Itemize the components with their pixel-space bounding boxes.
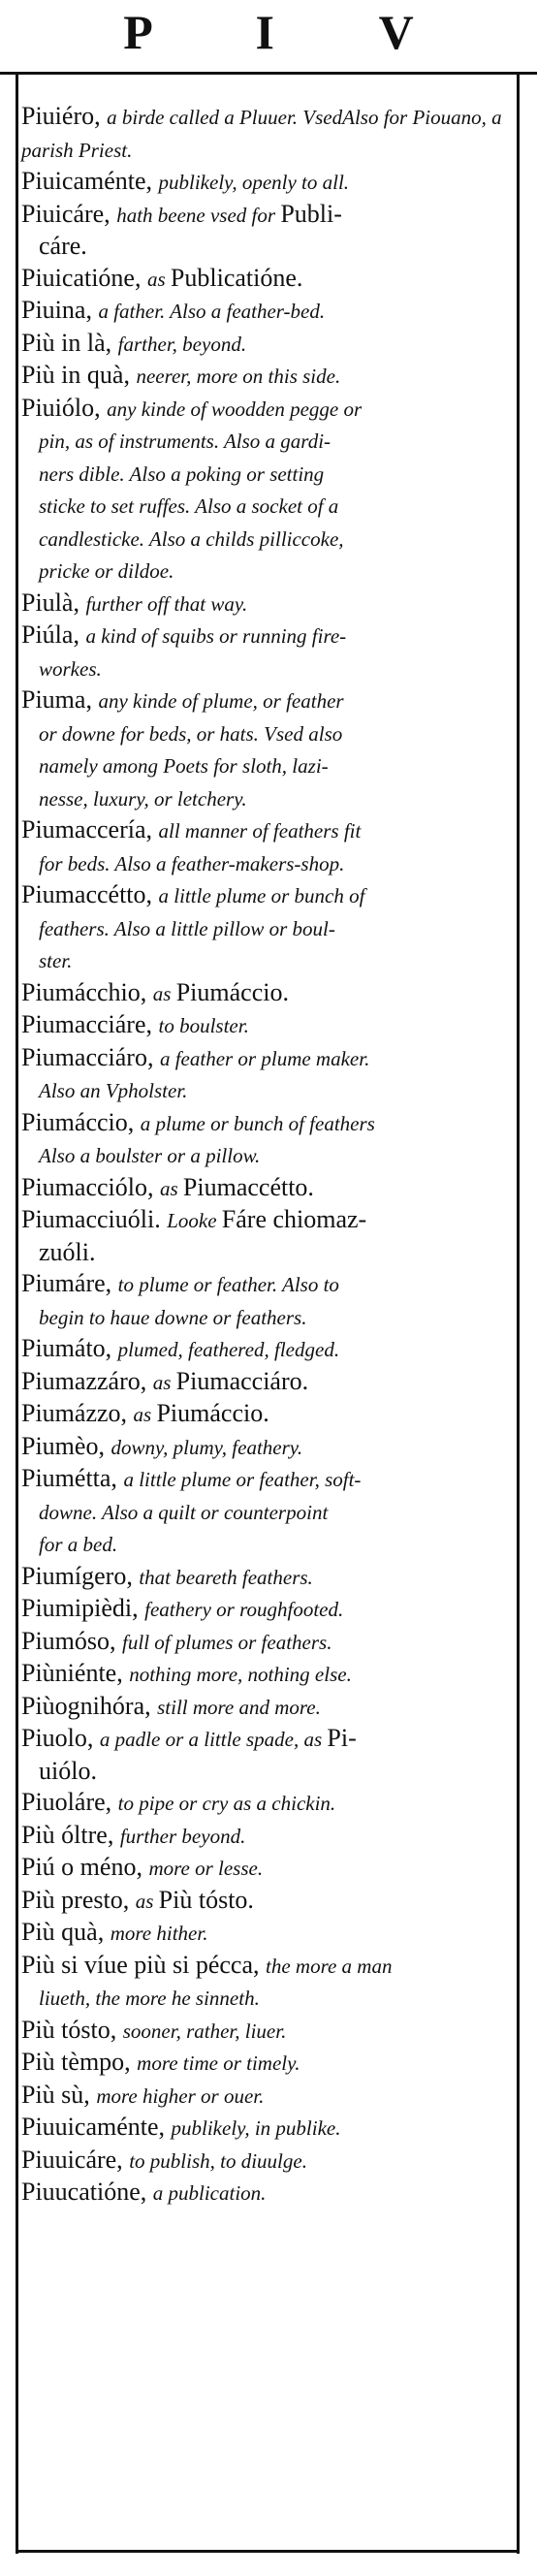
cross-reference: Piumáccio. (175, 977, 289, 1006)
dictionary-entry (21, 2145, 512, 2178)
entry-headword: Piùniénte, (21, 1659, 123, 1687)
entry-definition: ners dible. Also a poking or setting (39, 461, 325, 486)
entry-definition: more hither. (110, 1922, 208, 1945)
entry-definition: to boulster. (158, 1014, 249, 1037)
entry-definition: a little plume or bunch of (158, 884, 365, 907)
entry-line (21, 1627, 332, 1655)
dictionary-entry (21, 1042, 512, 1107)
dictionary-entry (21, 199, 512, 263)
entry-headword: Più si víue più si pécca, (21, 1950, 260, 1979)
entry-line (21, 1821, 245, 1849)
entry-line (21, 1918, 207, 1946)
entry-headword: Piuuicaménte, (21, 2113, 166, 2141)
entry-headword: Piumacciáro, (21, 1042, 154, 1071)
entry-headword: Più tósto, (21, 2015, 117, 2044)
entry-line (21, 167, 349, 195)
entry-headword: Piuuicáre, (21, 2145, 123, 2174)
entry-line (21, 1432, 302, 1460)
entry-line (21, 1724, 357, 1752)
dictionary-entry (21, 1658, 512, 1691)
entry-headword: Piumáto, (21, 1334, 112, 1362)
entry-headword: Piumacciólo, (21, 1172, 154, 1201)
dictionary-entry (21, 1626, 512, 1659)
entry-definition: downe. Also a quilt or counterpoint (39, 1500, 329, 1524)
entry-definition: as (159, 1176, 183, 1200)
dictionary-entry (21, 1852, 512, 1885)
dictionary-entry (21, 977, 512, 1010)
entry-definition: as (152, 981, 176, 1005)
entry-headword: Piumèo, (21, 1431, 105, 1460)
entry-line (21, 1659, 352, 1687)
entry-continuation-line (21, 1301, 512, 1334)
entry-definition: further beyond. (119, 1824, 246, 1848)
dictionary-entry (21, 2015, 512, 2048)
entry-definition: that beareth feathers. (139, 1565, 313, 1589)
entry-headword: Più quà, (21, 1918, 105, 1946)
dictionary-entry (21, 1593, 512, 1626)
entry-definition: full of plumes or feathers. (122, 1630, 332, 1654)
entry-continuation-line (21, 425, 512, 458)
entry-definition: Also a boulster or a pillow. (39, 1144, 261, 1167)
entry-line (21, 361, 340, 389)
entry-headword: Piúla, (21, 620, 79, 649)
entry-headword: Piú o méno, (21, 1853, 142, 1881)
entry-continuation-line (21, 523, 512, 556)
entry-line (21, 2016, 286, 2044)
entry-line (21, 685, 344, 714)
entry-headword: Più in quà, (21, 361, 130, 389)
dictionary-entry (21, 263, 512, 296)
entry-definition: to plume or feather. Also to (117, 1273, 339, 1296)
entry-line (21, 1951, 392, 1979)
entry-headword: Piuolo, (21, 1724, 94, 1752)
entry-headword: Piuucatióne, (21, 2178, 147, 2206)
dictionary-entry (21, 101, 512, 166)
entry-continuation-line (21, 1074, 512, 1107)
cross-reference: zuóli. (39, 1237, 96, 1266)
entry-line (21, 2146, 307, 2174)
cross-reference: Publicatióne. (170, 263, 303, 292)
dictionary-entry (21, 1009, 512, 1042)
entry-line (21, 2178, 266, 2206)
entry-headword: Piumaccétto, (21, 880, 153, 908)
entry-headword: Piumacciuóli. (21, 1205, 161, 1233)
entry-line (21, 620, 346, 649)
top-rule (0, 72, 537, 75)
entry-definition: more higher or ouer. (96, 2083, 265, 2108)
entry-definition: as (152, 1370, 176, 1394)
entry-definition: as (135, 1889, 159, 1913)
entry-line (21, 1464, 361, 1492)
entry-definition: any kinde of woodden pegge or (107, 397, 363, 421)
dictionary-entry (21, 360, 512, 393)
entry-continuation-line (21, 782, 512, 815)
entry-line (21, 1043, 369, 1071)
dictionary-entry (21, 620, 512, 684)
entry-continuation-line (21, 1982, 512, 2015)
entry-continuation-line (21, 1237, 512, 1269)
entry-continuation-line (21, 717, 512, 750)
entry-headword: Più presto, (21, 1885, 130, 1914)
dictionary-entry (21, 2177, 512, 2210)
entry-line (21, 1562, 313, 1590)
entry-line (21, 1367, 308, 1395)
entry-line (21, 1853, 263, 1881)
entry-line (21, 1010, 249, 1038)
entry-definition: feathers. Also a little pillow or boul- (39, 916, 335, 940)
entry-line (21, 1205, 366, 1233)
entry-definition: more or lesse. (148, 1857, 264, 1880)
dictionary-entries (21, 101, 512, 2210)
dictionary-entry (21, 1366, 512, 1399)
dictionary-entry (21, 1172, 512, 1205)
entry-line (21, 296, 325, 324)
entry-headword: Piumáccio, (21, 1107, 135, 1136)
entry-headword: Piumipièdi, (21, 1594, 139, 1622)
entry-continuation-line (21, 749, 512, 782)
entry-definition: to pipe or cry as a chickin. (117, 1792, 336, 1815)
entry-definition: farther, beyond. (117, 332, 247, 356)
entry-definition: liueth, the more he sinneth. (39, 1987, 260, 2010)
dictionary-entry (21, 1691, 512, 1724)
entry-headword: Piuicaménte, (21, 167, 153, 195)
entry-continuation-line (21, 1139, 512, 1172)
entry-line (21, 1108, 375, 1136)
left-column-rule (16, 72, 18, 2554)
dictionary-entry (21, 295, 512, 328)
entry-continuation-line (21, 1496, 512, 1529)
entry-line (21, 815, 361, 843)
entry-definition: a father. Also a feather-bed. (98, 300, 326, 323)
entry-definition: a plume or bunch of feathers (140, 1111, 375, 1135)
entry-line (21, 2048, 300, 2076)
entry-line (21, 1886, 254, 1914)
cross-reference: Più tósto. (158, 1885, 254, 1914)
entry-headword: Piumétta, (21, 1464, 117, 1492)
dictionary-entry (21, 814, 512, 879)
entry-definition: to publish, to diuulge. (129, 2148, 307, 2173)
entry-continuation-line (21, 490, 512, 523)
entry-definition: a publication. (152, 2181, 267, 2205)
entry-definition: Looke (167, 1209, 222, 1232)
entry-definition: the more a man (266, 1954, 393, 1978)
dictionary-entry (21, 2047, 512, 2080)
entry-definition: candlesticke. Also a childs pilliccoke, (39, 526, 344, 551)
page-header (0, 0, 537, 80)
entry-definition: a birde called a Pluuer. Vsed (107, 106, 343, 129)
entry-headword: Piuicatióne, (21, 263, 142, 292)
page-title: P I V (123, 5, 460, 59)
entry-continuation-line (21, 555, 512, 588)
entry-headword: Più sù, (21, 2080, 90, 2109)
cross-reference: Publi- (280, 199, 342, 228)
dictionary-entry (21, 879, 512, 977)
entry-line (21, 1692, 321, 1720)
entry-definition: any kinde of plume, or feather (98, 689, 344, 713)
entry-headword: Piumáre, (21, 1269, 112, 1297)
dictionary-entry (21, 1950, 512, 2015)
entry-headword: Piumígero, (21, 1561, 133, 1590)
entry-line (21, 978, 289, 1006)
entry-definition: a padle or a little spade, as (99, 1728, 328, 1751)
dictionary-entry (21, 393, 512, 588)
entry-definition: begin to haue downe or feathers. (39, 1305, 307, 1329)
entry-headword: Piuoláre, (21, 1788, 112, 1816)
entry-headword: Piumóso, (21, 1626, 116, 1655)
dictionary-entry (21, 1723, 512, 1787)
dictionary-entry (21, 328, 512, 361)
dictionary-entry (21, 1917, 512, 1950)
entry-continuation-line (21, 912, 512, 945)
entry-definition: Also an Vpholster. (39, 1079, 188, 1102)
entry-line (21, 1594, 343, 1622)
entry-definition: sooner, rather, liuer. (122, 2019, 287, 2043)
entry-line (21, 394, 362, 422)
dictionary-entry (21, 1431, 512, 1464)
entry-definition: neerer, more on this side. (136, 365, 341, 388)
entry-line (21, 264, 302, 292)
entry-definition: feathery or roughfooted. (144, 1598, 344, 1621)
entry-continuation-line (21, 1528, 512, 1561)
entry-definition: as (133, 1403, 157, 1426)
dictionary-entry (21, 1787, 512, 1820)
cross-reference: Piumáccio. (156, 1399, 269, 1427)
entry-line (21, 329, 246, 357)
entry-definition: still more and more. (157, 1695, 321, 1719)
entry-line (21, 1399, 269, 1427)
cross-reference: Pi- (327, 1724, 357, 1752)
dictionary-entry (21, 1107, 512, 1172)
entry-definition: for a bed. (39, 1533, 118, 1556)
entry-definition: a little plume or feather, soft- (123, 1468, 362, 1491)
entry-headword: Piumacciáre, (21, 1010, 152, 1038)
cross-reference: cáre. (39, 232, 87, 260)
dictionary-entry (21, 1398, 512, 1431)
entry-line (21, 1334, 339, 1362)
entry-headword: Piumázzo, (21, 1399, 128, 1427)
dictionary-entry (21, 1204, 512, 1268)
entry-continuation-line (21, 1756, 512, 1788)
entry-line (21, 200, 342, 228)
entry-definition: all manner of feathers fit (158, 819, 362, 843)
entry-headword: Più in là, (21, 328, 112, 357)
entry-line (21, 880, 364, 908)
entry-definition: workes. (39, 656, 102, 681)
entry-continuation-line (21, 458, 512, 491)
entry-definition: pin, as of instruments. Also a gardi- (39, 429, 332, 453)
entry-definition: sticke to set ruffes. Also a socket of a (39, 494, 339, 518)
entry-headword: Piuma, (21, 685, 92, 714)
entry-line (21, 102, 502, 163)
entry-headword: Piuina, (21, 296, 92, 324)
entry-definition: namely among Poets for sloth, lazi- (39, 754, 329, 778)
entry-definition: Also for Piouano, a parish Priest. (21, 106, 502, 162)
entry-continuation-line (21, 652, 512, 685)
entry-headword: Piuiólo, (21, 393, 101, 422)
cross-reference: Fáre chiomaz- (221, 1205, 367, 1233)
entry-definition: as (146, 267, 171, 291)
dictionary-entry (21, 166, 512, 199)
entry-headword: Piuicáre, (21, 199, 111, 228)
entry-definition: more time or timely. (137, 2051, 300, 2075)
dictionary-entry (21, 2112, 512, 2145)
cross-reference: Piumacciáro. (175, 1366, 309, 1395)
entry-headword: Piumácchio, (21, 977, 147, 1006)
entry-definition: plumed, feathered, fledged. (117, 1338, 340, 1361)
dictionary-entry (21, 1820, 512, 1853)
entry-definition: or downe for beds, or hats. Vsed also (39, 721, 343, 746)
entry-definition: a kind of squibs or running fire- (85, 624, 347, 648)
entry-definition: for beds. Also a feather-makers-shop. (39, 851, 345, 875)
dictionary-entry (21, 1333, 512, 1366)
entry-line (21, 588, 247, 617)
entry-definition: pricke or dildoe. (39, 559, 174, 583)
entry-line (21, 1173, 314, 1201)
entry-definition: hath beene vsed for (116, 203, 281, 227)
dictionary-entry (21, 1561, 512, 1594)
entry-headword: Più tèmpo, (21, 2048, 131, 2076)
entry-definition: publikely, in publike. (171, 2116, 341, 2140)
cross-reference: uiólo. (39, 1756, 97, 1785)
entry-headword: Piumaccería, (21, 815, 152, 843)
dictionary-entry (21, 684, 512, 814)
dictionary-entry (21, 588, 512, 620)
entry-definition: ster. (39, 949, 73, 972)
dictionary-entry (21, 1885, 512, 1918)
entry-headword: Piùognihóra, (21, 1691, 151, 1720)
bottom-rule (16, 2550, 520, 2553)
entry-continuation-line (21, 847, 512, 880)
dictionary-entry (21, 1463, 512, 1561)
entry-line (21, 1269, 339, 1297)
entry-headword: Piulà, (21, 588, 79, 617)
entry-line (21, 1788, 335, 1816)
entry-headword: Più óltre, (21, 1820, 114, 1849)
entry-definition: publikely, openly to all. (158, 171, 350, 194)
dictionary-entry (21, 2080, 512, 2113)
entry-definition: downy, plumy, feathery. (111, 1435, 303, 1459)
entry-continuation-line (21, 231, 512, 263)
entry-definition: nothing more, nothing else. (129, 1663, 352, 1686)
entry-headword: Piumazzáro, (21, 1366, 147, 1395)
cross-reference: Piumaccétto. (182, 1172, 314, 1201)
entry-definition: a feather or plume maker. (159, 1046, 370, 1070)
dictionary-entry (21, 1268, 512, 1333)
entry-line (21, 2113, 340, 2141)
entry-headword: Piuiéro, (21, 102, 101, 130)
entry-definition: further off that way. (85, 591, 248, 616)
right-column-rule (517, 72, 520, 2554)
entry-continuation-line (21, 944, 512, 977)
entry-definition: nesse, luxury, or letchery. (39, 786, 247, 811)
entry-line (21, 2081, 264, 2109)
